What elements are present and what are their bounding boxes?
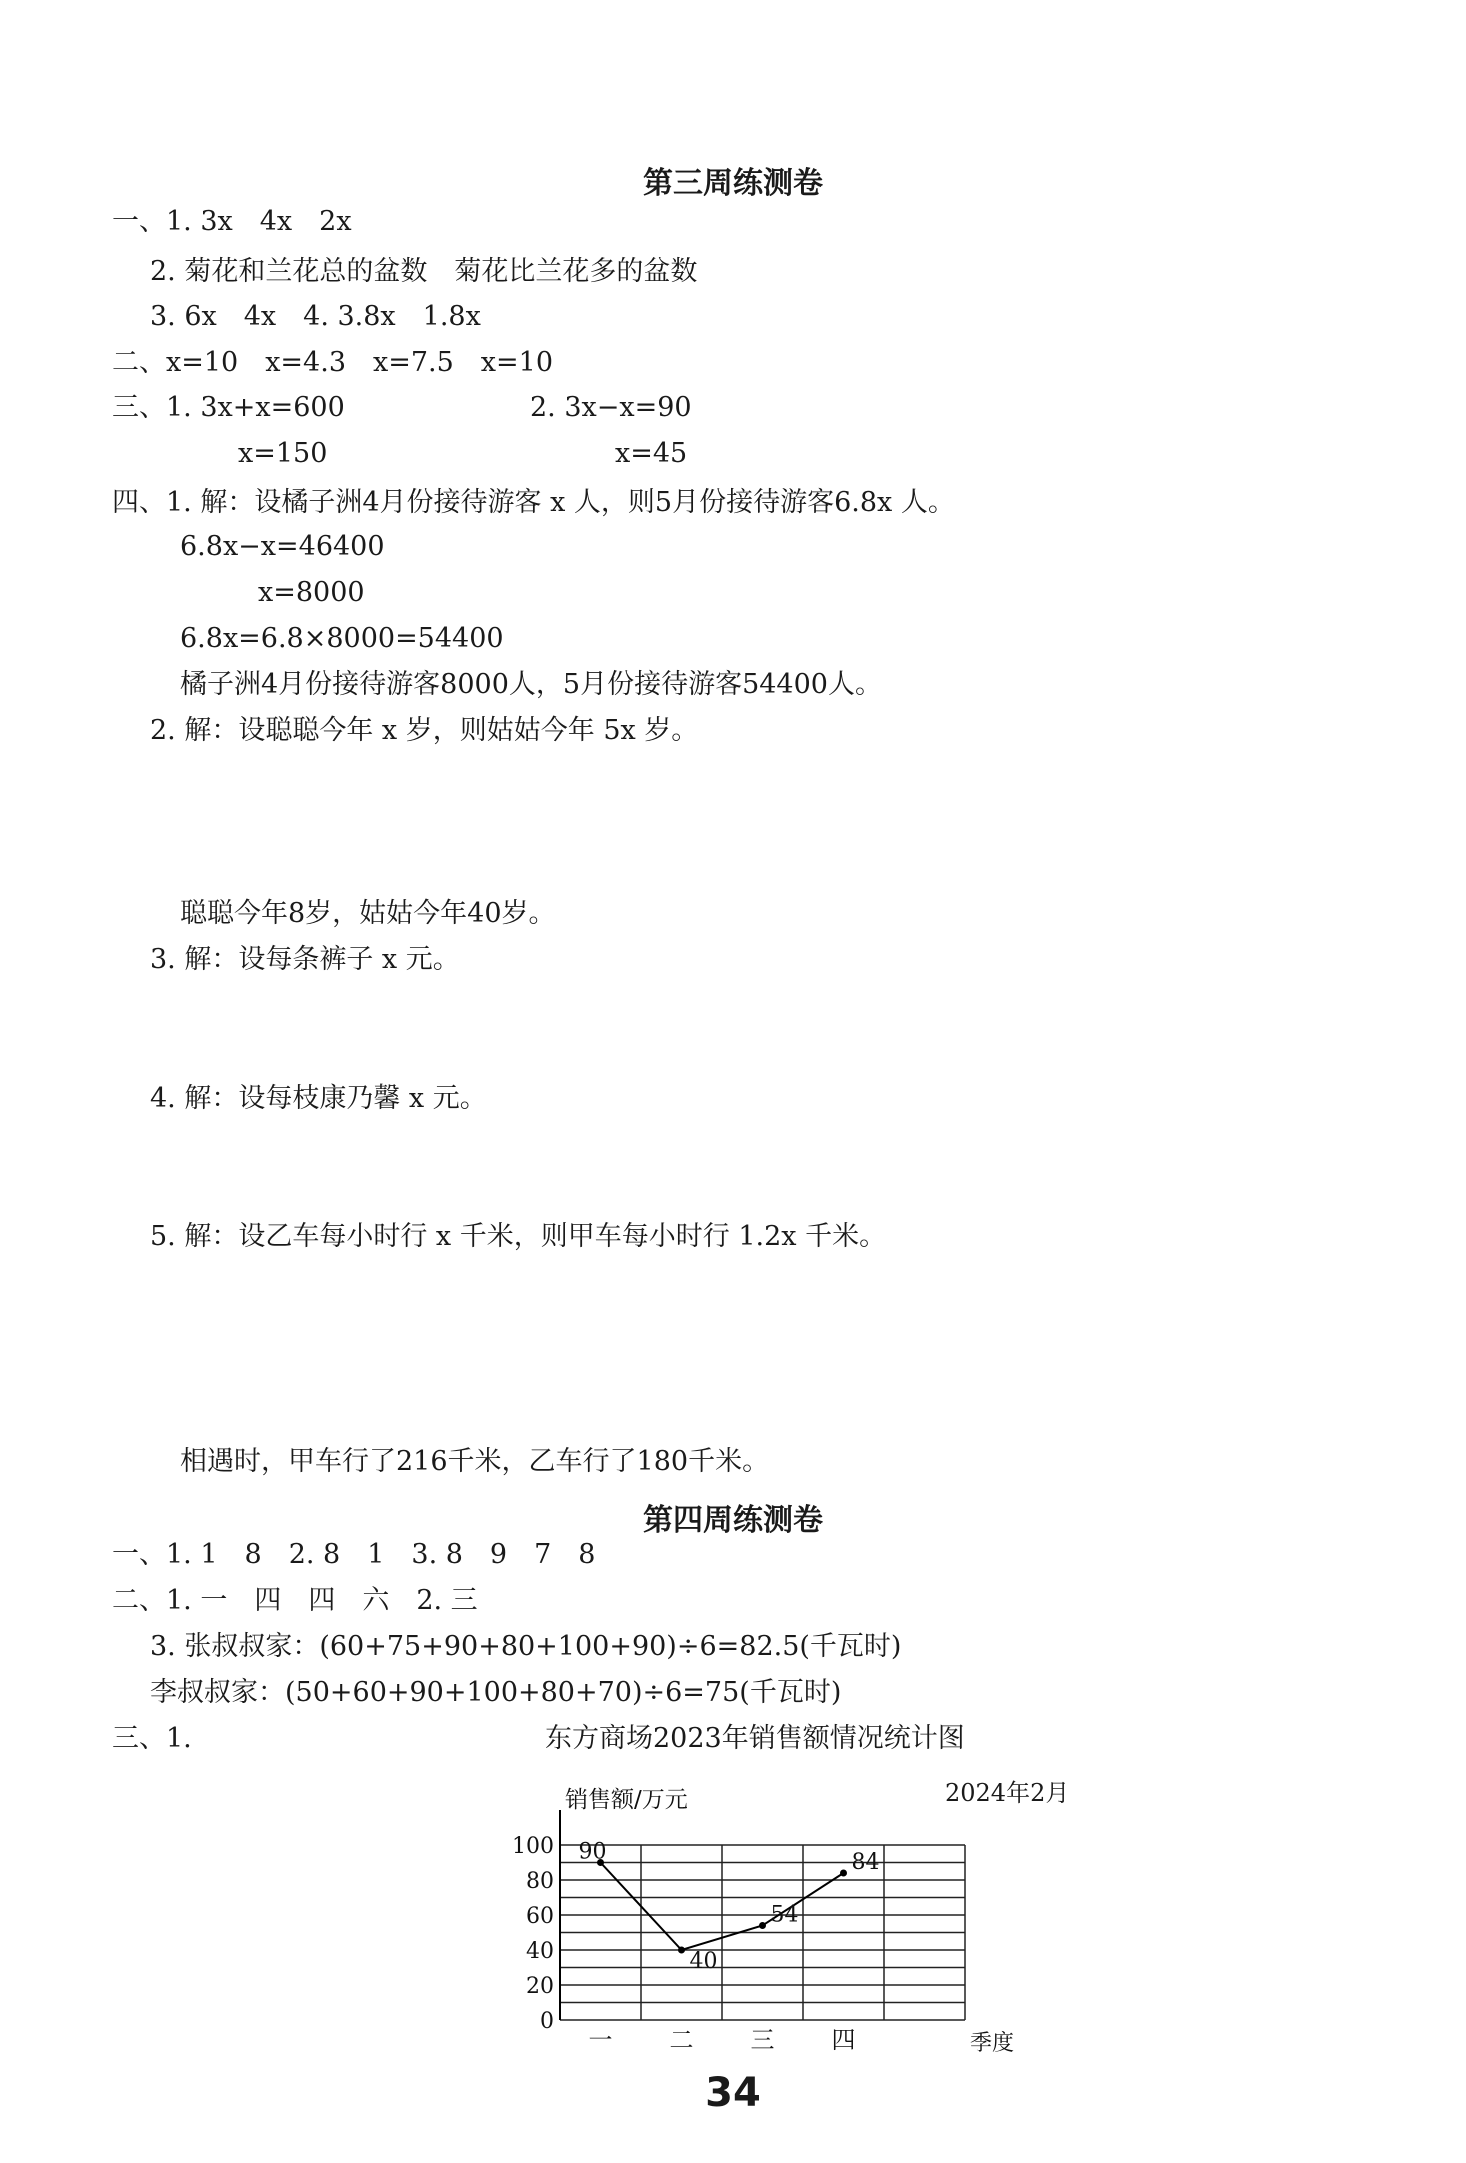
answer-line: 3. 6x 4x 4. 3.8x 1.8x bbox=[150, 301, 481, 332]
answer-line: 6.8x=6.8×8000=54400 bbox=[180, 623, 504, 654]
answer-line: 四、1. 解：设橘子洲4月份接待游客 x 人，则5月份接待游客6.8x 人。 bbox=[112, 487, 955, 518]
data-label: 84 bbox=[851, 1850, 880, 1875]
answer-line: 3. 张叔叔家：(60+75+90+80+100+90)÷6=82.5(千瓦时) bbox=[150, 1631, 902, 1662]
section4-title: 第四周练测卷 bbox=[643, 1503, 823, 1538]
sales-line-chart bbox=[512, 1770, 1080, 2070]
y-axis-label: 销售额/万元 bbox=[565, 1787, 688, 1813]
y-tick-label: 60 bbox=[526, 1904, 554, 1929]
answer-line: 二、1. 一 四 四 六 2. 三 bbox=[112, 1585, 478, 1616]
x-axis-label: 季度 bbox=[970, 2031, 1015, 2056]
answer-line: x=45 bbox=[615, 438, 688, 469]
y-tick-label: 80 bbox=[526, 1869, 554, 1894]
answer-line: 一、1. 3x 4x 2x bbox=[112, 206, 352, 237]
answer-line: 2. 3x−x=90 bbox=[530, 392, 692, 423]
y-tick-label: 20 bbox=[526, 1974, 554, 1999]
answer-line: 3. 解：设每条裤子 x 元。 bbox=[150, 944, 460, 975]
y-tick-label: 100 bbox=[512, 1834, 554, 1859]
y-tick-label: 40 bbox=[526, 1939, 554, 1964]
data-point bbox=[759, 1922, 766, 1929]
chart-title: 东方商场2023年销售额情况统计图 bbox=[545, 1723, 965, 1754]
answer-line: 5. 解：设乙车每小时行 x 千米，则甲车每小时行 1.2x 千米。 bbox=[150, 1221, 887, 1252]
data-point bbox=[840, 1870, 847, 1877]
answer-line: 李叔叔家：(50+60+90+100+80+70)÷6=75(千瓦时) bbox=[150, 1677, 842, 1708]
data-point bbox=[678, 1947, 685, 1954]
answer-line: 相遇时，甲车行了216千米，乙车行了180千米。 bbox=[180, 1446, 770, 1477]
answer-line: 一、1. 1 8 2. 8 1 3. 8 9 7 8 bbox=[112, 1539, 596, 1570]
answer-line: 2. 解：设聪聪今年 x 岁，则姑姑今年 5x 岁。 bbox=[150, 715, 699, 746]
answer-line: 2. 菊花和兰花总的盆数 菊花比兰花多的盆数 bbox=[150, 256, 698, 287]
answer-line: 4. 解：设每枝康乃馨 x 元。 bbox=[150, 1083, 487, 1114]
page-number: 34 bbox=[705, 2070, 761, 2116]
chart-date: 2024年2月 bbox=[945, 1779, 1070, 1807]
answer-line: x=150 bbox=[238, 438, 328, 469]
x-tick-label: 一 bbox=[588, 2026, 613, 2054]
answer-line: 三、1. bbox=[112, 1723, 192, 1754]
answer-line: 6.8x−x=46400 bbox=[180, 531, 385, 562]
data-label: 40 bbox=[689, 1949, 718, 1974]
answer-line: 聪聪今年8岁，姑姑今年40岁。 bbox=[180, 898, 556, 929]
section3-title: 第三周练测卷 bbox=[643, 166, 823, 201]
data-label: 90 bbox=[578, 1839, 607, 1865]
x-tick-label: 四 bbox=[831, 2026, 856, 2054]
data-label: 54 bbox=[770, 1902, 799, 1928]
answer-line: 二、x=10 x=4.3 x=7.5 x=10 bbox=[112, 347, 553, 378]
answer-line: 橘子洲4月份接待游客8000人，5月份接待游客54400人。 bbox=[180, 669, 882, 700]
x-tick-label: 三 bbox=[750, 2026, 775, 2054]
answer-line: x=8000 bbox=[258, 577, 365, 608]
answer-line: 三、1. 3x+x=600 bbox=[112, 392, 345, 423]
y-tick-label: 0 bbox=[540, 2009, 554, 2034]
x-tick-label: 二 bbox=[669, 2026, 694, 2054]
